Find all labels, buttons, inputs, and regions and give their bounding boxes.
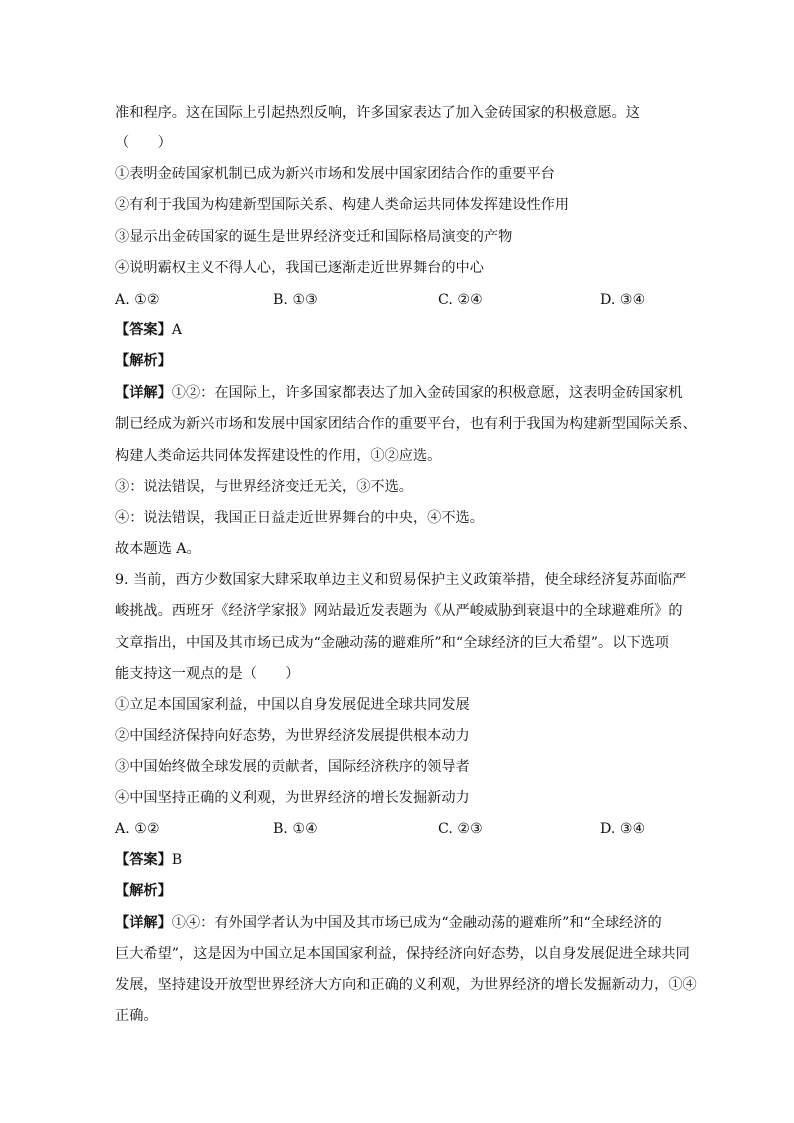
q8-stem-line: 准和程序。这在国际上引起热烈反响，许多国家表达了加入金砖国家的积极意愿。这 xyxy=(115,105,640,121)
q9-stem-line-4: 能支持这一观点的是（ ） xyxy=(115,666,300,682)
q9-detail-line-1 xyxy=(115,913,695,933)
q9-detail-line-3: 发展，坚持建设开放型世界经济大方向和正确的义利观，为世界经济的增长发掘新动力，①④ xyxy=(115,977,697,993)
q9-option-c: C. ②③ xyxy=(438,821,483,837)
q8-statement-3: ③显示出金砖国家的诞生是世界经济变迁和国际格局演变的产物 xyxy=(115,229,513,245)
q8-detail-line-4: ③：说法错误，与世界经济变迁无关，③不选。 xyxy=(115,479,413,495)
q9-analysis-line xyxy=(115,881,695,901)
q9-detail-text-1: ①④：有外国学者认为中国及其市场已成为“金融动荡的避难所”和“全球经济的 xyxy=(171,915,662,931)
q9-stem-line-1: 9. 当前，西方少数国家大肆采取单边主义和贸易保护主义政策举措，使全球经济复苏面临严 xyxy=(115,572,687,588)
q8-statement-2: ②有利于我国为构建新型国际关系、构建人类命运共同体发挥建设性作用 xyxy=(115,197,570,213)
q8-analysis-tag: 【解析】 xyxy=(115,353,172,369)
q8-answer-paren: （ ） xyxy=(115,135,172,151)
q9-statement-4: ④中国坚持正确的义利观，为世界经济的增长发掘新动力 xyxy=(115,790,470,806)
q9-detail-tag: 【详解】 xyxy=(115,915,172,931)
q8-analysis-line xyxy=(115,351,695,371)
q8-detail-line-5: ④：说法错误，我国正日益走近世界舞台的中央，④不选。 xyxy=(115,510,484,526)
q8-option-c: C. ②④ xyxy=(438,292,483,308)
q9-statement-1: ①立足本国国家利益，中国以自身发展促进全球共同发展 xyxy=(115,697,470,713)
q8-detail-tag: 【详解】 xyxy=(115,385,172,401)
q8-statement-1: ①表明金砖国家机制已成为新兴市场和发展中国家团结合作的重要平台 xyxy=(115,166,555,182)
q9-stem-line-2: 峻挑战。西班牙《经济学家报》网站最近发表题为《从严峻威胁到衰退中的全球避难所》的 xyxy=(115,603,683,619)
q8-option-d: D. ③④ xyxy=(600,292,646,308)
q8-answer-value: A xyxy=(171,322,183,338)
q9-stem-line-3: 文章指出，中国及其市场已成为“金融动荡的避难所”和“全球经济的巨大希望”。以下选项 xyxy=(115,635,669,651)
q9-detail-line-2: 巨大希望”，这是因为中国立足本国国家利益，保持经济向好态势，以自身发展促进全球共同 xyxy=(115,946,690,962)
q8-detail-line-1 xyxy=(115,383,695,403)
q8-statement-4: ④说明霸权主义不得人心，我国已逐渐走近世界舞台的中心 xyxy=(115,260,484,276)
q8-detail-text-1: ①②：在国际上，许多国家都表达了加入金砖国家的积极意愿，这表明金砖国家机 xyxy=(171,385,683,401)
q8-conclusion: 故本题选 A。 xyxy=(115,541,201,557)
q9-option-d: D. ③④ xyxy=(600,821,646,837)
q8-detail-line-3: 构建人类命运共同体发挥建设性的作用，①②应选。 xyxy=(115,448,442,464)
q8-option-a: A. ①② xyxy=(115,292,160,308)
q9-answer-tag: 【答案】 xyxy=(115,852,172,868)
q8-answer-tag: 【答案】 xyxy=(115,322,172,338)
q9-option-b: B. ①④ xyxy=(273,821,318,837)
q9-answer-line xyxy=(115,850,695,870)
q9-statement-3: ③中国始终做全球发展的贡献者，国际经济秩序的领导者 xyxy=(115,759,470,775)
q9-answer-value: B xyxy=(171,852,183,868)
q8-answer-line xyxy=(115,320,695,340)
q8-detail-line-2: 制已经成为新兴市场和发展中国家团结合作的重要平台，也有利于我国为构建新型国际关系、 xyxy=(115,416,697,432)
q9-option-a: A. ①② xyxy=(115,821,160,837)
q9-statement-2: ②中国经济保持向好态势，为世界经济发展提供根本动力 xyxy=(115,728,470,744)
q9-detail-line-4: 正确。 xyxy=(115,1008,158,1024)
q9-analysis-tag: 【解析】 xyxy=(115,883,172,899)
q8-option-b: B. ①③ xyxy=(273,292,318,308)
